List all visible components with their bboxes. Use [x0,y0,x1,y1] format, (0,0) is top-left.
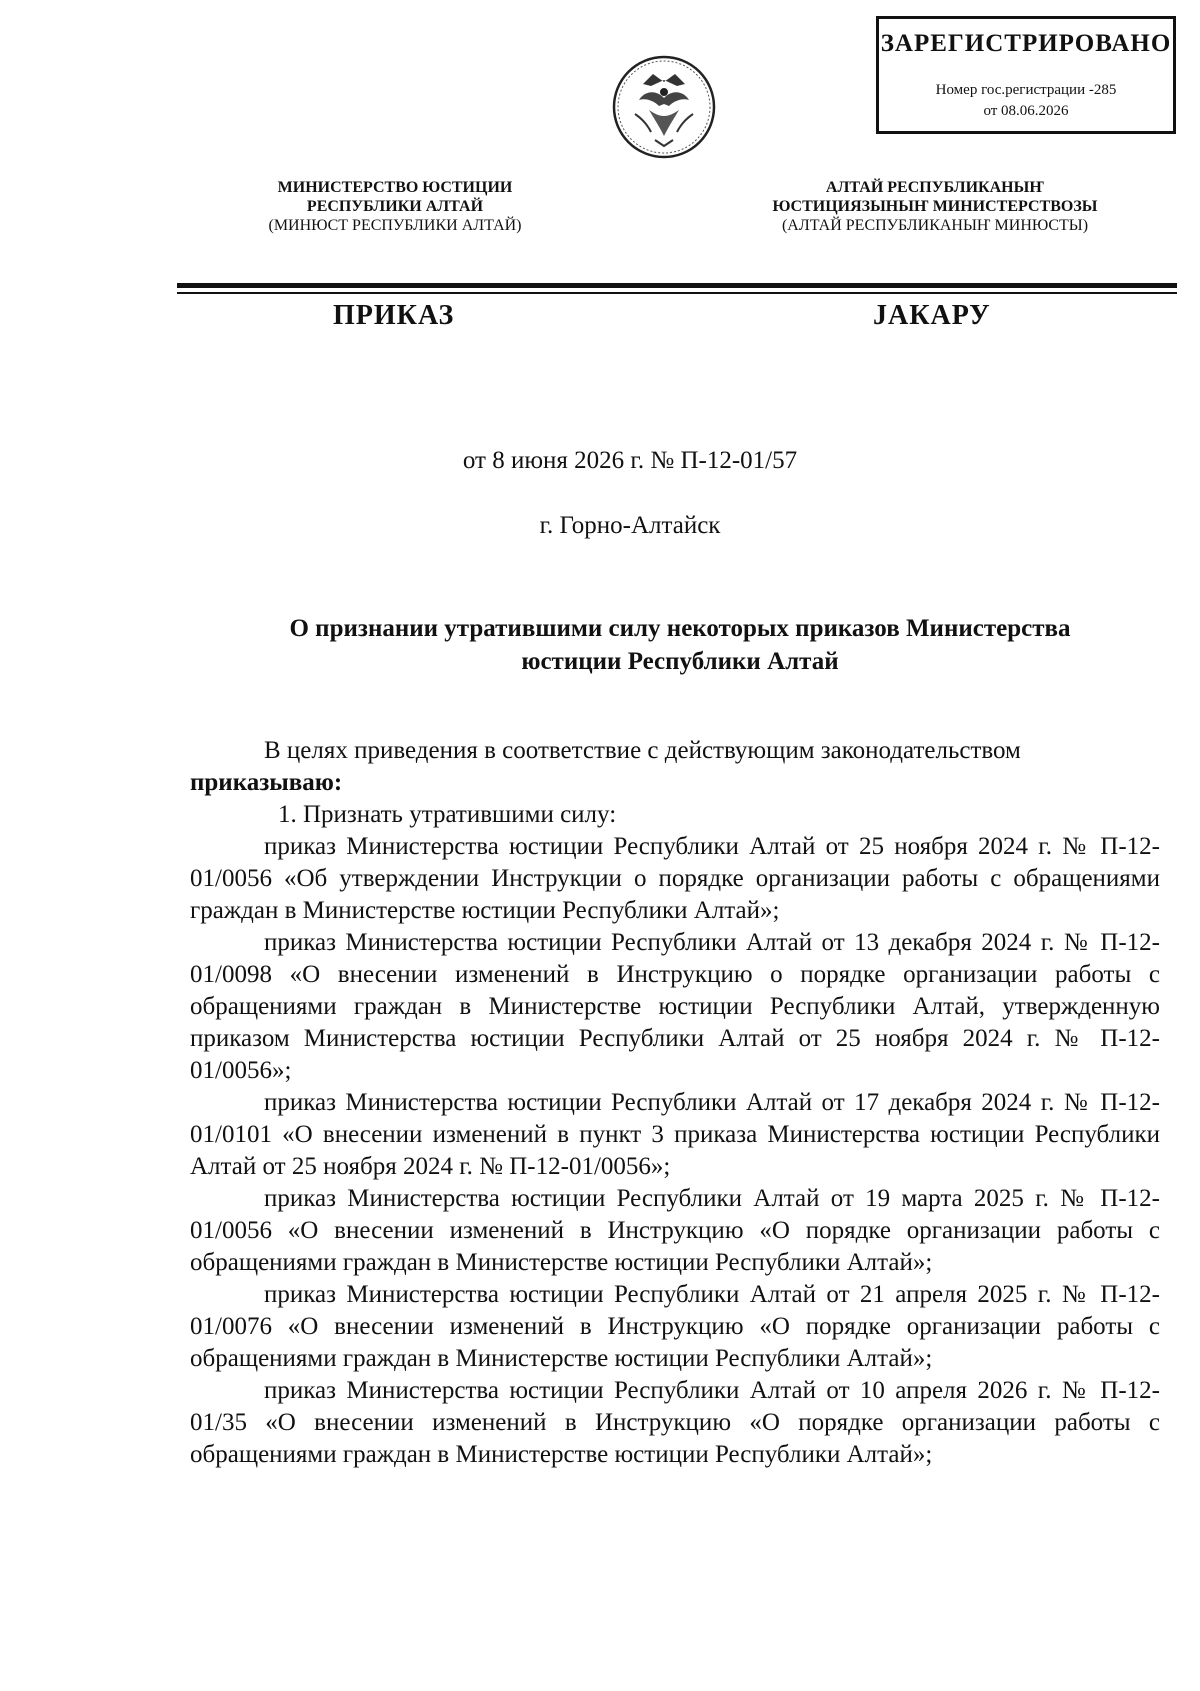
header-divider-thin [177,292,1177,294]
registration-stamp [876,16,1176,134]
ministry-alt-line1: АЛТАЙ РЕСПУБЛИКАНЫҤ [825,179,1045,196]
order-word: приказываю: [190,769,343,796]
title-line2: юстиции Республики Алтай [521,648,839,675]
ministry-name-russian [230,178,560,235]
document-body [190,735,1160,1471]
ministry-alt-line2: ЮСТИЦИЯЗЫНЫҤ МИНИСТЕРСТВОЗЫ [772,198,1098,215]
coat-of-arms-icon [611,54,717,160]
stamp-reg-number: Номер гос.регистрации -285 [935,82,1117,98]
revoked-order-2: приказ Министерства юстиции Республики Алтай от 13 декабря 2024 г. № П-12-01/0098 «О внесении изменений в Инструкцию о порядке организации работы с обращениями граждан в Министерстве юстиции Республики Алтай, утвержденную приказом Министерства юстиции Республики Алтай от 25 ноября 2024 г. № П-12-01/0056»; [190,929,1160,1084]
stamp-title: ЗАРЕГИСТРИРОВАНО [880,30,1172,57]
order-date-number: от 8 июня 2026 г. № П-12-01/57 [462,447,798,474]
revoked-order-6: приказ Министерства юстиции Республики Алтай от 10 апреля 2026 г. № П-12-01/35 «О внесении изменений в Инструкцию «О порядке организации работы с обращениями граждан в Министерстве юстиции Республики Алтай»; [190,1377,1160,1468]
revoked-order-5: приказ Министерства юстиции Республики Алтай от 21 апреля 2025 г. № П-12-01/0076 «О внесении изменений в Инструкцию «О порядке организации работы с обращениями граждан в Министерстве юстиции Республики Алтай»; [190,1281,1160,1372]
order-label-altai: JАКАРУ [873,300,991,331]
ministry-ru-line1: МИНИСТЕРСТВО ЮСТИЦИИ [277,179,513,196]
revoked-order-3: приказ Министерства юстиции Республики Алтай от 17 декабря 2024 г. № П-12-01/0101 «О внесении изменений в пункт 3 приказа Министерства юстиции Республики Алтай от 25 ноября 2024 г. № П-12-01/0056»; [190,1089,1160,1180]
order-city: г. Горно-Алтайск [539,512,721,539]
item-1-heading: 1. Признать утратившими силу: [278,801,617,828]
stamp-reg-date: от 08.06.2026 [983,103,1069,119]
ministry-name-altai [730,178,1140,235]
revoked-order-1: приказ Министерства юстиции Республики Алтай от 25 ноября 2024 г. № П-12-01/0056 «Об утверждении Инструкции о порядке организации работы с обращениями граждан в Министерстве юстиции Республики Алтай»; [190,833,1160,924]
ministry-ru-line2: РЕСПУБЛИКИ АЛТАЙ [306,198,484,215]
document-title [180,612,1180,678]
header-divider-thick [177,283,1177,288]
revoked-order-4: приказ Министерства юстиции Республики Алтай от 19 марта 2025 г. № П-12-01/0056 «О внесении изменений в Инструкцию «О порядке организации работы с обращениями граждан в Министерстве юстиции Республики Алтай»; [190,1185,1160,1276]
ministry-ru-line3: (МИНЮСТ РЕСПУБЛИКИ АЛТАЙ) [268,217,522,234]
order-label-russian: ПРИКАЗ [333,300,455,331]
preamble: В целях приведения в соответствие с действующим законодательством [264,737,1021,764]
title-line1: О признании утратившими силу некоторых приказов Министерства [289,615,1071,642]
ministry-alt-line3: (АЛТАЙ РЕСПУБЛИКАНЫҤ МИНЮСТЫ) [781,217,1089,234]
